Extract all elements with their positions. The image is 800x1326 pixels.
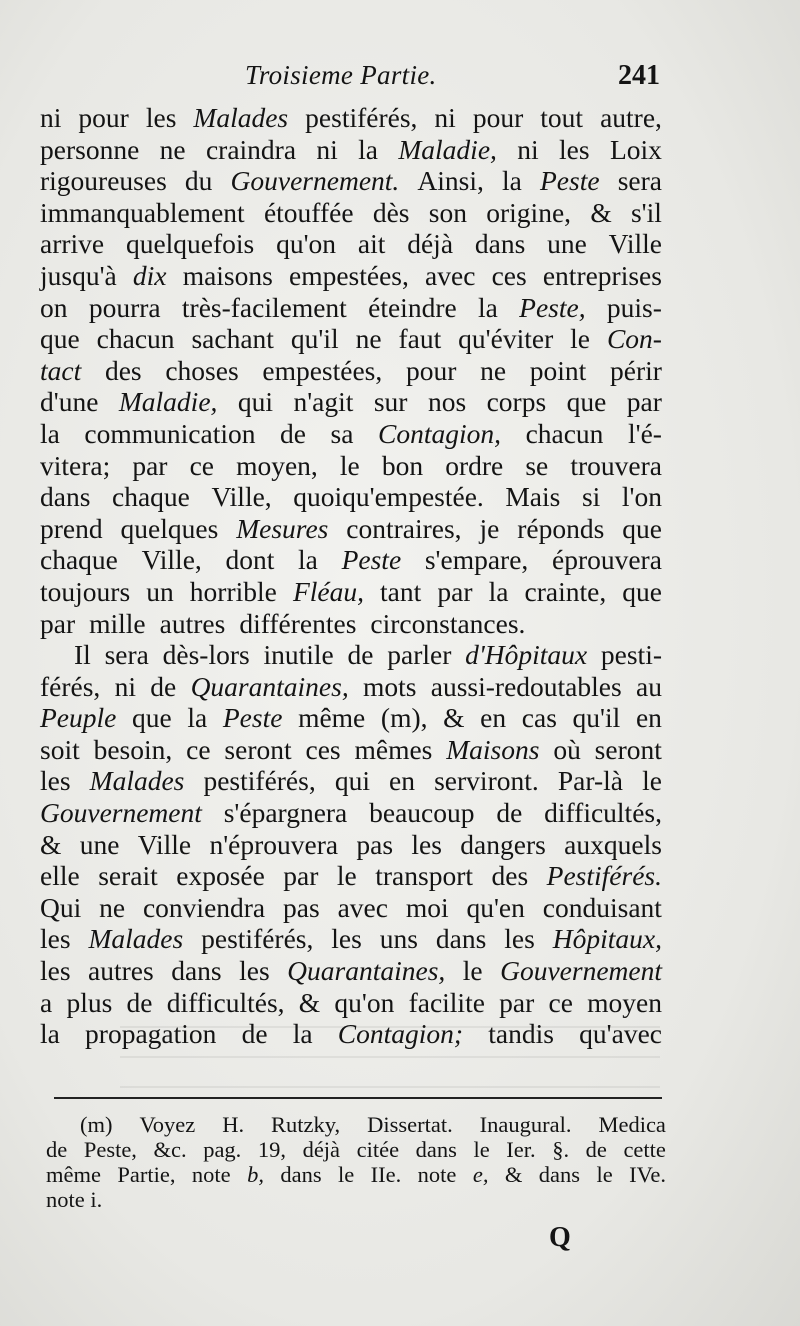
word: déjà [407,228,454,260]
word: serait [98,860,158,892]
word: tact [40,354,82,386]
word: entreprises [542,259,662,291]
word: Pestiférés. [546,860,662,892]
word: immanquablement [40,196,245,228]
text-line [40,228,662,260]
text-line [40,386,662,418]
word: autres [88,955,154,987]
word: mêmes [354,733,433,765]
word: & [590,196,612,228]
word: de [241,1018,268,1050]
text-line [40,513,662,545]
word: avec [337,891,388,923]
text-line [40,987,662,1019]
word: Contagion, [378,417,502,449]
word: les [559,133,590,165]
word: prend [40,512,103,544]
word: le [642,765,662,797]
page-header [40,58,660,98]
word: la [478,291,498,323]
word: autres [159,607,226,639]
word: sera [104,639,149,671]
word: étouffée [263,196,354,228]
text-line [40,102,662,134]
word: Ville, [211,481,272,513]
word: uns [379,923,418,955]
word: Gouvernement. [230,165,400,197]
word: parler [387,639,452,671]
word: ces [305,733,341,765]
word: éprouvera [551,544,662,576]
word: des [491,860,529,892]
word: des [104,354,142,386]
word: chacun [96,323,175,355]
word: Hôpitaux, [552,923,662,955]
word: les [239,955,270,987]
word: s'empare, [424,544,529,576]
word: d'une [40,386,99,418]
word: Gouvernement [40,797,202,829]
word: quelques [120,512,219,544]
word: arrive [40,228,105,260]
word: dont [225,544,275,576]
word: mille [89,607,146,639]
word: moyen, [236,449,318,481]
word: ces [491,259,527,291]
word: qu'en [466,891,525,923]
word: crainte, [524,575,607,607]
word: de [496,797,523,829]
word: jusqu'à [40,259,117,291]
text-line [40,829,662,861]
word: ordre [445,449,504,481]
word: beaucoup [369,797,475,829]
text-line [40,323,662,355]
word: par [132,449,168,481]
text-line [40,765,662,797]
word: éteindre [368,291,457,323]
word: avec [425,259,476,291]
word: moyen [587,986,662,1018]
word: pourra [88,291,161,323]
word: ni [40,102,62,133]
word: horrible [189,575,277,607]
word: & [298,986,321,1018]
word: conduisant [542,891,662,923]
word: pestiférés, [203,765,316,797]
word: qu'il [290,323,339,355]
word: par [283,860,319,892]
word: qu'éviter [458,323,554,355]
word: cas [521,702,557,734]
word: pas [283,891,320,923]
word: choses [165,354,239,386]
text-line [40,355,662,387]
word: le [336,860,357,892]
word: pour [78,102,129,133]
text-line [40,260,662,292]
text-line [40,923,662,955]
word: en [635,702,662,734]
word: tant [380,575,422,607]
text-line [40,734,662,766]
word: la [40,1018,60,1050]
word: sur [373,386,408,418]
text-line [40,639,662,671]
word: craindra [205,133,297,165]
word: la [298,544,318,576]
word: différentes [239,607,357,639]
word: ne [99,891,126,923]
word: pestiférés, [201,923,314,955]
word: très-facilement [181,291,347,323]
footnote-line: note i. [46,1187,103,1212]
word: Ville [137,828,192,860]
running-title: Troisieme Partie. [245,60,437,90]
word: en [389,765,416,797]
word: ni [517,133,539,165]
word: de [280,417,306,449]
word: chaque [112,481,190,513]
word: la [488,575,509,607]
word: les [331,923,362,955]
page-number: 241 [618,60,660,91]
word: s'il [630,196,662,228]
word: si [581,481,601,513]
word: autre, [600,102,662,133]
word: nos [427,386,467,418]
word: qu'avec [579,1018,662,1050]
word: périr [609,354,662,386]
text-line [40,197,662,229]
word: maisons [182,259,273,291]
word: Ville, [141,544,202,576]
word: les [40,765,71,797]
text-line [40,671,662,703]
word: qu'on [276,228,337,260]
word: besoin, [93,733,173,765]
word: propagation [85,1018,217,1050]
word: Malades [193,102,289,133]
word: Loix [609,133,662,165]
word: les [40,955,71,987]
word: dès [372,196,410,228]
word: la [358,133,379,165]
word: bon [381,449,424,481]
word: Fléau, [292,575,364,607]
word: au [635,670,662,702]
word: férés, [40,670,101,702]
word: je [479,512,500,544]
word: quoiqu'empestée. [293,481,484,513]
word: vitera; [40,449,111,481]
word: communication [84,417,256,449]
text-line [40,544,662,576]
word: chaque [40,544,118,576]
word: le [570,323,591,355]
word: de [347,639,374,671]
word: seront [224,733,292,765]
word: plus [66,986,113,1018]
word: la [502,165,522,197]
text-line [40,608,662,640]
body-text [40,102,662,1050]
word: circonstances. [370,607,526,639]
word: un [146,575,174,607]
word: une [547,228,587,260]
word: ni [114,670,136,702]
word: point [529,354,587,386]
word: conviendra [142,891,266,923]
word: Contagion; [337,1018,464,1050]
text-line [40,860,662,892]
text-line [40,165,662,197]
word: une [79,828,120,860]
word: de [150,670,177,702]
word: quelquefois [125,228,255,260]
word: (m), [380,702,428,734]
word: empestées, [288,259,409,291]
word: dans [435,923,487,955]
word: n'agit [293,386,354,418]
word: dans [171,955,222,987]
word: se [525,449,549,481]
word: n'éprouvera [209,828,339,860]
word: & [443,702,465,734]
word: moi [405,891,449,923]
text-line [40,134,662,166]
word: ne [355,323,382,355]
word: tandis [488,1018,554,1050]
word: corps [486,386,547,418]
word: origine, [486,196,572,228]
word: qui [334,765,370,797]
word: chacun [525,417,604,449]
word: dans [40,481,91,513]
word: dans [474,228,526,260]
word: qu'on [334,986,395,1018]
word: Mesures [236,512,329,544]
word: sera [617,165,662,197]
word: le [462,955,483,987]
word: ne [480,354,507,386]
word: pour [405,354,457,386]
word: Qui [40,891,82,923]
word: Peste [222,702,283,734]
word: & [40,828,62,860]
word: Maladie, [118,386,218,418]
word: Malades [88,923,184,955]
text-line [40,1018,662,1050]
footnote-line: (m) Voyez H. Rutzky, Dissertat. Inaugural. Medica [80,1112,666,1137]
word: le [339,449,360,481]
word: exposée [176,860,265,892]
word: Ainsi, [417,165,484,197]
word: Gouvernement [500,955,662,987]
text-line [40,955,662,987]
text-line [40,481,662,513]
word: les [504,923,535,955]
word: empestées, [262,354,383,386]
word: les [145,102,177,133]
word: contraires, [346,512,462,544]
word: puis- [606,291,662,323]
word: les [40,923,71,955]
word: que [622,512,662,544]
text-line [40,450,662,482]
word: ne [159,133,186,165]
word: dès-lors [162,639,250,671]
word: pas [356,828,394,860]
word: Quarantaines, [287,955,446,987]
word: difficultés, [544,797,662,829]
word: transport [375,860,474,892]
word: Maladie, [398,133,497,165]
word: Quarantaines, [190,670,349,702]
word: ni [316,133,338,165]
word: Par-là [557,765,623,797]
word: l'on [621,481,662,513]
word: on [40,291,68,323]
word: trouvera [570,449,662,481]
word: seront [594,733,662,765]
word: elle [40,860,80,892]
word: pesti- [600,639,662,671]
word: Maisons [446,733,540,765]
word: ait [357,228,386,260]
word: qui [237,386,273,418]
word: la [40,417,60,449]
word: personne [40,133,140,165]
text-line [40,702,662,734]
word: réponds [517,512,605,544]
word: aussi-redoutables [430,670,622,702]
word: rigoureuses [40,165,167,197]
word: sachant [191,323,274,355]
word: de [126,986,153,1018]
word: ce [189,449,214,481]
word: sa [330,417,354,449]
word: pour [472,102,524,133]
text-line [40,418,662,450]
word: ce [548,986,573,1018]
word: que [40,323,80,355]
word: facilite [408,986,485,1018]
word: où [553,733,581,765]
word: serviront. [434,765,539,797]
word: a [40,986,53,1018]
word: par [499,986,535,1018]
word: inutile [263,639,334,671]
word: Peste, [519,291,586,323]
word: par [437,575,473,607]
text-line [40,797,662,829]
word: la [187,702,208,734]
word: pestiférés, [305,102,418,133]
footnote-line: même Partie, note b, dans le IIe. note e, & dans le IVe. [46,1162,666,1187]
text-line [40,292,662,324]
word: Peste [540,165,600,197]
word: la [292,1018,313,1050]
signature-mark: Q [549,1222,571,1253]
footnote-line: de Peste, &c. pag. 19, déjà citée dans le Ier. §. de cette [46,1137,666,1162]
word: Ville [608,228,662,260]
word: même [298,702,366,734]
word: Peuple [40,702,117,734]
word: faut [398,323,442,355]
word: que [622,575,662,607]
word: Malades [89,765,185,797]
word: tout [540,102,584,133]
word: s'épargnera [223,797,348,829]
text-line [40,576,662,608]
word: ce [186,733,211,765]
word: en [480,702,507,734]
word: Peste [341,544,402,576]
footnote [46,1112,666,1212]
word: auxquels [564,828,662,860]
word: les [411,828,442,860]
word: d'Hôpitaux [465,639,588,671]
word: soit [40,733,80,765]
word: que [566,386,607,418]
word: dangers [460,828,546,860]
word: son [428,196,467,228]
word: mots [362,670,417,702]
word: l'é- [627,417,662,449]
word: que [132,702,172,734]
word: par [626,386,662,418]
word: Mais [505,481,561,513]
word: qu'il [572,702,621,734]
word: toujours [40,575,131,607]
word: difficultés, [166,986,285,1018]
word: ni [434,102,456,133]
word: Il [74,639,91,671]
text-line [40,892,662,924]
footnote-divider [54,1097,662,1099]
word: dix [132,259,167,291]
word: du [184,165,213,197]
word: Con- [606,323,662,355]
word: par [40,607,76,639]
